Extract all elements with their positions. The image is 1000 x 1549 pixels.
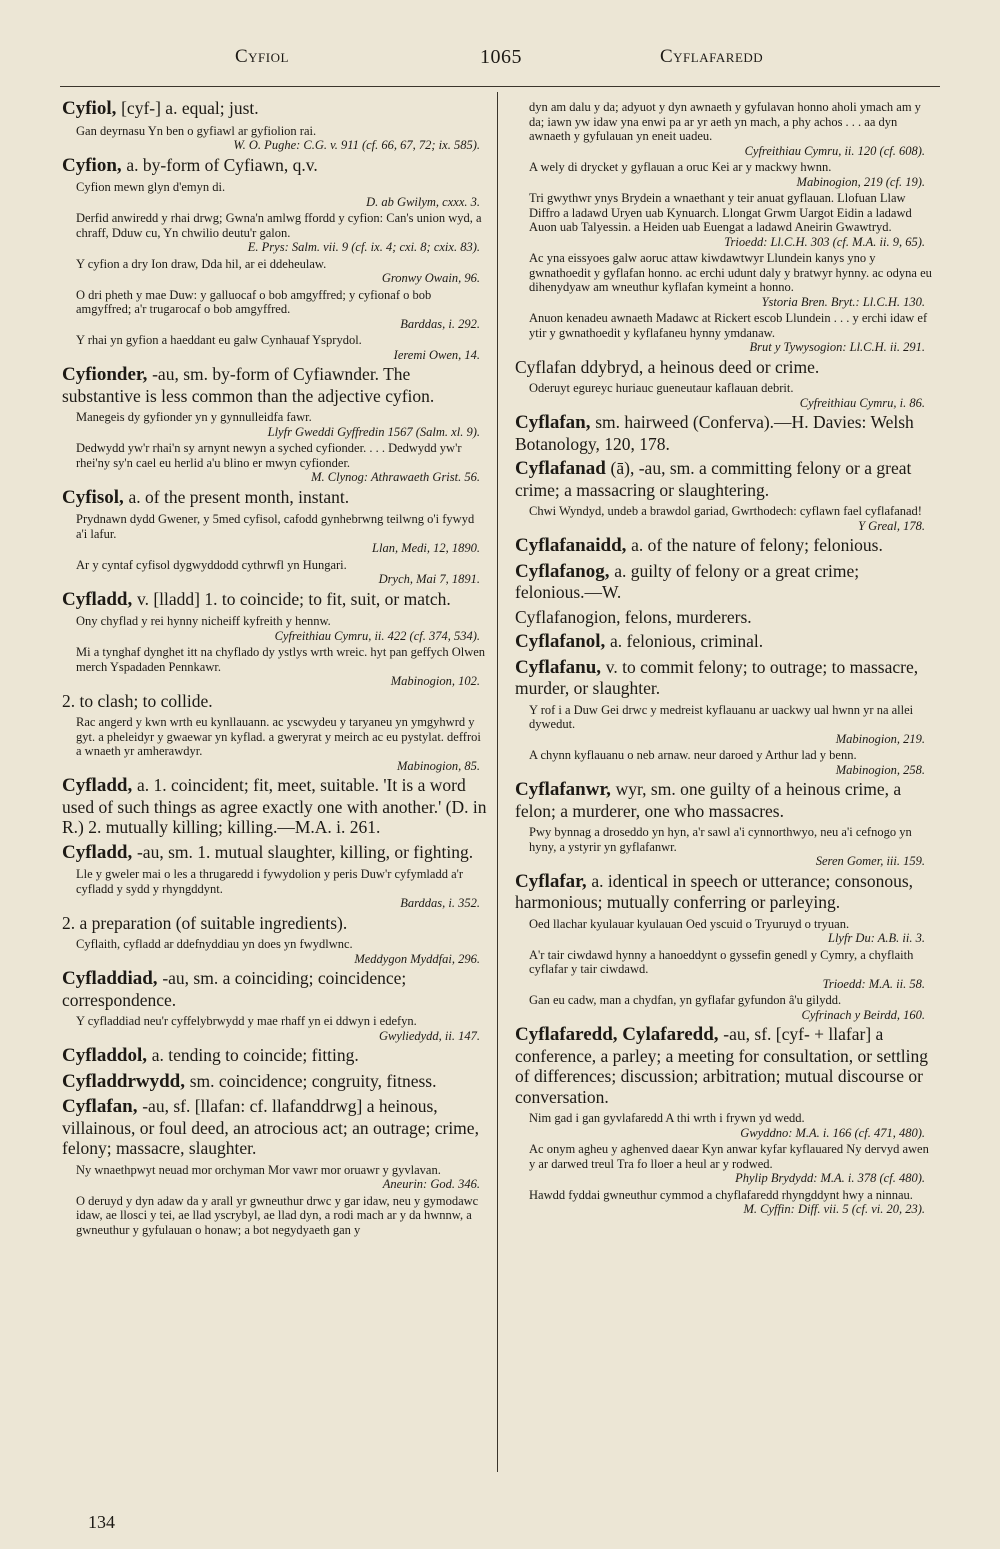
dictionary-entry [62,842,488,864]
definition: a. 1. coincident; fit, meet, suitable. 'It is a word used of such things as agree exactly one with another.' (D. in R.) 2. mutually killing; killing.—M.A. i. 261. [62,775,487,837]
quote-source: Barddas, i. 292. [400,316,480,331]
quote-source: D. ab Gwilym, cxxx. 3. [366,194,480,209]
dictionary-entry [515,779,933,821]
headword: Cyflafan, [62,1096,143,1117]
quote-source: Mabinogion, 102. [390,674,480,688]
headword: Cyfladd, [62,841,137,863]
citation-quote [529,825,933,869]
quote-text: Anuon kenadeu awnaeth Madawc at Rickert escob Llundein . . . y erchi idaw ef ytir y gwnathoedit y kyflafaneu hynny ymdanaw. [529,311,928,340]
definition: v. to commit felony; to outrage; to massacre, murder, or slaughter. [515,656,919,698]
quote-text: Y cyfladdiad neu'r cyffelybrwydd y mae rhaff yn ei ddwyn i edefyn. [76,1014,417,1028]
quote-text: Ony chyflad y rei hynny nicheiff kyfreith y hennw. [76,614,331,628]
citation-quote [529,1111,933,1140]
quote-text: A wely di drycket y gyflauan a oruc Kei ar y mackwy hwnn. [529,160,832,174]
column-divider [497,92,498,1472]
citation-quote [76,645,488,689]
quote-text: Ac onym agheu y aghenved daear Kyn anwar kyfar kyflauared Ny dervyd awen y ar darwed treul Tra fo lloer a heul ar y rodwed. [529,1142,929,1171]
citation-quote [76,211,488,255]
definition: a. of the nature of felony; felonious. [631,535,883,555]
quote-text: Oed llachar kyulauar kyulauan Oed yscuid o Tryuruyd o tryuan. [529,916,850,931]
dictionary-entry [515,412,933,454]
quote-source: Brut y Tywysogion: Ll.C.H. ii. 291. [749,340,925,354]
definition: -au, sm. 1. mutual slaughter, killing, or fighting. [136,841,474,862]
quote-source: Llyfr Gweddi Gyffredin 1567 (Salm. xl. 9). [267,424,480,439]
headword: Cyflafanaidd, [515,535,632,556]
left-column [62,98,488,1518]
citation-quote [529,917,933,946]
quote-text: A'r tair ciwdawd hynny a hanoeddynt o gyssefin genedl y Cymry, a chyflaith cyflafar y tair ciwdawd. [529,947,914,976]
quote-source: Mabinogion, 85. [397,758,480,773]
headword: Cyfisol, [62,486,129,508]
quote-source: M. Clynog: Athrawaeth Grist. 56. [311,470,480,484]
quote-text: Tri gwythwr ynys Brydein a wnaethant y teir anuat gyflauan. Llofuan Llaw Diffro a ladawd Uryen uab Kynuarch. Llongat Grwm Uargot Eidin a ladawd Auon uab Talyessin. a Heiden uab Euengat a ladawd Aneirin Gwawtryd. [529,191,912,234]
dictionary-entry [515,657,933,699]
quote-text: Prydnawn dydd Gwener, y 5med cyfisol, cafodd gynhebrwng teilwng o'i fywyd a'i lafur. [76,512,475,541]
quote-source: Llan, Medi, 12, 1890. [372,541,480,555]
dictionary-entry [62,691,488,712]
citation-quote [76,124,488,153]
quote-source: Mabinogion, 258. [835,762,925,777]
citation-quote [529,948,933,992]
quote-text: Manegeis dy gyfionder yn y gynnulleidfa fawr. [76,410,312,424]
definition: -au, sm. a coinciding; coincidence; correspondence. [62,968,407,1010]
quote-text: Rac angerd y kwn wrth eu kynllauann. ac yscwydeu y taryaneu yn ymgyhwrd y gyt. a pheleidyr y gwaewar yn kyflad. a gweryrat y meirch ac eu pystylat. deffroi a wnaeth yr amherawdyr. [76,715,481,758]
dictionary-entry [62,487,488,509]
headword: Cyfladd, [62,588,137,610]
citation-quote [76,180,488,209]
citation-quote [76,614,488,643]
headword: Cyflafar, [515,870,592,892]
dictionary-entry [62,589,488,611]
dictionary-entry [62,968,488,1010]
headword: Cyflafan, [515,412,596,433]
headword: Cyflafaredd, Cylafaredd, [515,1024,724,1045]
quote-source: Barddas, i. 352. [400,896,480,910]
citation-quote [76,867,488,911]
definition: a. felonious, criminal. [610,631,764,651]
running-head [60,46,940,76]
dictionary-entry [62,775,488,838]
quote-source: W. O. Pughe: C.G. v. 911 (cf. 66, 67, 72; ix. 585). [233,138,480,152]
citation-quote [76,333,488,362]
citation-quote [529,311,933,355]
citation-quote [76,1163,488,1192]
citation-quote [76,257,488,286]
definition: -au, sf. [llafan: cf. llafanddrwg] a heinous, villainous, or foul deed, an atrocious act; an outrage; crime, felony; massacre, slaughter. [62,1096,479,1158]
dictionary-entry [62,1045,488,1067]
header-rule [60,86,940,87]
citation-quote [529,993,933,1022]
quote-text: Ar y cyntaf cyfisol dygwyddodd cythrwfl yn Hungari. [76,557,347,572]
headword: Cyflafanog, [515,560,615,582]
quote-text: Gan deyrnasu Yn ben o gyfiawl ar gyfiolion rai. [76,123,317,138]
quote-text: Hawdd fyddai gwneuthur cymmod a chyflafaredd rhyngddynt hwy a ninnau. [529,1187,913,1202]
quote-source: Seren Gomer, iii. 159. [815,854,925,868]
quote-source: Cyfrinach y Beirdd, 160. [801,1007,925,1022]
citation-quote [529,748,933,777]
quote-source: Ystoria Bren. Bryt.: Ll.C.H. 130. [761,294,925,309]
definition: a. by-form of Cyfiawn, q.v. [126,154,318,175]
definition: Cyflafanogion, felons, murderers. [515,606,752,627]
quote-source: Llyfr Du: A.B. ii. 3. [828,931,925,945]
quote-source: Gwyliedydd, ii. 147. [378,1028,480,1043]
citation-quote [76,288,488,332]
header-right-word: Cyflafaredd [660,46,764,67]
quote-source: Cyfreithiau Cymru, i. 86. [799,395,925,410]
quote-source: Cyfreithiau Cymru, ii. 120 (cf. 608). [744,143,925,158]
right-column [515,98,933,1518]
dictionary-entry [62,155,488,177]
quote-text: Ac yna eissyoes galw aoruc attaw kiwdawtwyr Llundein kanys yno y gwnathoedit y gyflafan honno. ac erchi udunt daly y bratwyr hynny. ac odyna eu dihenydyaw am wneuthur kyflafan kymeint a honno. [529,251,932,294]
citation-quote [529,1188,933,1217]
dictionary-entry [62,1096,488,1159]
quote-text: Y rof i a Duw Gei drwc y medreist kyflauanu ar uackwy ual hwnn yr na allei dywedut. [529,702,914,731]
quote-text: Y rhai yn gyfion a haeddant eu galw Cynhauaf Ysprydol. [76,333,362,347]
definition: -au, sm. by-form of Cyfiawnder. The substantive is less common than the adjective cyfion. [62,364,435,406]
citation-quote [529,251,933,309]
definition: 2. to clash; to collide. [62,690,213,711]
quote-text: Chwi Wyndyd, undeb a brawdol gariad, Gwrthodech: cyflawn fael cyflafanad! [529,504,922,518]
citation-quote [76,715,488,773]
quote-source: Aneurin: God. 346. [382,1177,480,1191]
headword: Cyfladdiad, [62,968,163,989]
citation-quote [76,441,488,485]
quote-text: Pwy bynnag a droseddo yn hyn, a'r sawl a'i cynnorthwyo, neu a'i cefnogo yn hyny, a ystyrir yn gyflafanwr. [529,825,912,854]
citation-quote [529,504,933,533]
quote-source: Trioedd: M.A. ii. 58. [822,976,925,991]
dictionary-entry [62,1071,488,1093]
quote-text: O dri pheth y mae Duw: y galluocaf o bob amgyffred; y cyfionaf o bob amgyffred; a'r trugarocaf o bob amgyffred. [76,287,432,316]
quote-source: Mabinogion, 219. [835,731,925,746]
quote-text: Oderuyt egureyc huriauc gueneutaur kaflauan debrit. [529,381,794,395]
citation-quote [529,381,933,410]
citation-quote [529,703,933,747]
quote-text: Gan eu cadw, man a chydfan, yn gyflafar gyfundon â'u gilydd. [529,993,842,1007]
definition: a. guilty of felony or a great crime; felonious.—W. [515,560,860,602]
definition: a. tending to coincide; fitting. [151,1045,359,1065]
definition: wyr, sm. one guilty of a heinous crime, a felon; a murderer, one who massacres. [515,779,902,821]
quote-source: Meddygon Myddfai, 296. [354,951,480,966]
headword: Cyflafanad [515,458,611,479]
quote-source: Drych, Mai 7, 1891. [378,572,480,586]
dictionary-entry [515,1024,933,1107]
definition: a. of the present month, instant. [128,486,350,507]
citation-quote [76,937,488,966]
dictionary-entry [515,357,933,378]
definition: sm. hairweed (Conferva).—H. Davies: Welsh Botanology, 120, 178. [515,412,914,454]
quote-source: E. Prys: Salm. vii. 9 (cf. ix. 4; cxi. 8; cxix. 83). [247,240,480,254]
quote-source: Cyfreithiau Cymru, ii. 422 (cf. 374, 534). [274,628,480,643]
quote-text: Derfid anwiredd y rhai drwg; Gwna'n amlwg ffordd y cyfion: Can's union wyd, a chraff, Dduw cu, Yn chwilio deutu'r galon. [76,211,482,240]
definition: Cyflafan ddybryd, a heinous deed or crime. [515,356,820,377]
headword: Cyflafanu, [515,656,606,678]
dictionary-entry [515,535,933,557]
quote-source: Ieremi Owen, 14. [393,347,480,362]
quote-text: Nim gad i gan gyvlafaredd A thi wrth i frywn yd wedd. [529,1111,805,1125]
quote-text: Mi a tynghaf dynghet itt na chyflado dy ystlys wrth wreic. hyt pan geffych Olwen merch Yspadaden Pennkawr. [76,645,486,674]
headword: Cyfladdol, [62,1045,152,1066]
definition: -au, sf. [cyf- + llafar] a conference, a parley; a meeting for consultation, or settling of differences; discussion; arbitration; mutual discourse or conversation. [515,1024,929,1107]
definition: (ā), -au, sm. a committing felony or a great crime; a massacring or slaughtering. [515,458,912,500]
quote-text: O deruyd y dyn adaw da y arall yr gwneuthur drwc y gar idaw, neu y gymodawc idaw, ae llosci y tei, ae llad yscrybyl, ae llad dyn, a rodi mach ar y da hwnnw, a gwneuthur y gyfulauan o honaw; a bot negydyaeth gan y [76,1193,479,1237]
quote-source: Gronwy Owain, 96. [381,271,480,285]
quote-source: Mabinogion, 219 (cf. 19). [796,174,925,189]
definition: sm. coincidence; congruity, fitness. [189,1070,437,1091]
definition: [cyf-] a. equal; just. [121,98,259,118]
headword: Cyfladd, [62,775,137,796]
quote-text: Cyfion mewn glyn d'emyn di. [76,180,226,194]
citation-quote [529,1142,933,1186]
citation-quote [76,1014,488,1043]
headword: Cyfiol, [62,98,122,119]
quote-source: Phylip Brydydd: M.A. i. 378 (cf. 480). [735,1171,925,1185]
citation-quote [76,512,488,556]
dictionary-entry [62,364,488,406]
citation-quote [76,410,488,439]
dictionary-entry [515,631,933,653]
quote-source: M. Cyffin: Diff. vii. 5 (cf. vi. 20, 23). [743,1202,925,1216]
dictionary-entry [62,913,488,934]
header-left-word: Cyfiol [235,46,289,67]
definition: 2. a preparation (of suitable ingredients). [62,912,348,933]
citation-quote [529,100,933,158]
quote-source: Trioedd: Ll.C.H. 303 (cf. M.A. ii. 9, 65). [724,234,925,249]
headword: Cyfladdrwydd, [62,1070,190,1092]
citation-quote [76,558,488,587]
quote-source: Gwyddno: M.A. i. 166 (cf. 471, 480). [740,1125,925,1140]
dictionary-entry [515,561,933,603]
dictionary-entry [515,458,933,500]
headword: Cyfion, [62,154,127,176]
dictionary-entry [62,98,488,120]
quote-source: Y Greal, 178. [858,518,925,533]
citation-quote [529,160,933,189]
citation-quote [529,191,933,249]
quote-text: Cyflaith, cyfladd ar ddefnyddiau yn does yn fwydlwnc. [76,937,353,951]
definition: a. identical in speech or utterance; consonous, harmonious; mutually conferring or parleying. [515,870,914,912]
quote-text: Dedwydd yw'r rhai'n sy arnynt newyn a syched cyfionder. . . . Dedwydd yw'r rhei'ny sy'n cael eu herlid a'u blino er mwyn cyfionder. [76,441,462,470]
headword: Cyflafanol, [515,631,610,652]
headword: Cyflafanwr, [515,779,616,800]
quote-text: A chynn kyflauanu o neb arnaw. neur daroed y Arthur lad y benn. [529,748,857,762]
quote-text: Y cyfion a dry Ion draw, Dda hil, ar ei ddeheulaw. [76,256,327,271]
definition: v. [lladd] 1. to coincide; to fit, suit, or match. [136,588,451,609]
signature-mark: 134 [88,1512,115,1532]
quote-text: Lle y gweler mai o les a thrugaredd i fywydolion y peris Duw'r cyfymladd a'r cyfladd y sydd y rhyngddynt. [76,867,464,896]
citation-quote [76,1194,488,1238]
headword: Cyfionder, [62,364,153,385]
page-number: 1065 [480,46,522,68]
dictionary-entry [515,871,933,913]
quote-text: Ny wnaethpwyt neuad mor orchyman Mor vawr mor oruawr y gyvlavan. [76,1162,441,1177]
quote-text: dyn am dalu y da; adyuot y dyn awnaeth y gyfulavan honno aholi ymach am y da; iawn yw idaw yna enwi pa ar yr aeth yn mach, a phy achos . . . aa dyn awnaeth y gyfulauan yn eneit uadeu. [529,100,921,143]
dictionary-entry [515,607,933,628]
